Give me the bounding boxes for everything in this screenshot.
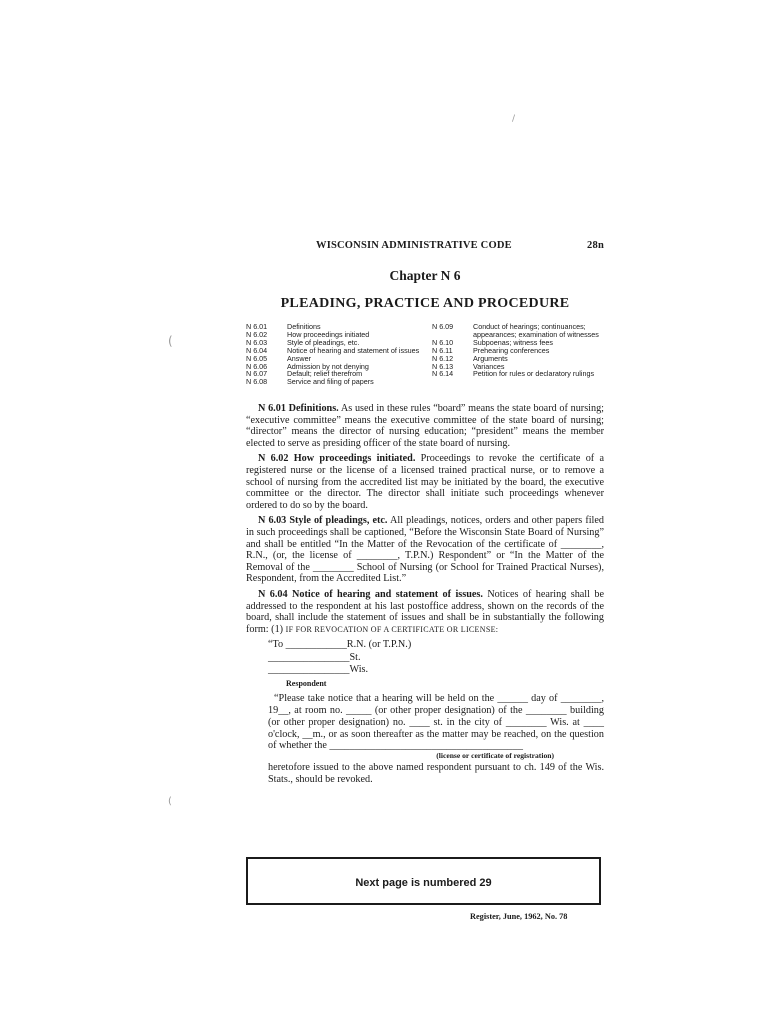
index-entry <box>432 347 604 355</box>
section-index <box>246 323 604 395</box>
section-text: As used in these rules “board” means the state board of nursing; “executive committee” means the executive committee of the state board of nursing; “director” means the director of nursing education; “president” means the member elected to serve as presiding officer of the state board of nursing. <box>246 403 605 449</box>
form-respondent-label: Respondent <box>286 678 327 688</box>
form-closing-paragraph: heretofore issued to the above named respondent pursuant to ch. 149 of the Wis. Stats., should be revoked. <box>268 762 604 786</box>
section-heading: N 6.03 Style of pleadings, etc. <box>258 515 388 527</box>
index-title: Admission by not denying <box>287 361 369 371</box>
next-page-notice <box>246 857 601 905</box>
chapter-title: PLEADING, PRACTICE AND PROCEDURE <box>280 296 570 311</box>
index-title: Arguments <box>473 353 508 363</box>
index-title: Style of pleadings, etc. <box>287 337 360 347</box>
section-text: Proceedings to revoke the certificate of a registered nurse or the license of a licensed trained practical nurse, or to remove a school of nursing from the accredited list may be initiated by the board, the executive committee or the director. The director shall initiate such proceedings whenever ordered to do so by the board. <box>246 453 605 511</box>
index-number: N 6.10 <box>432 337 454 347</box>
document-page <box>246 238 604 786</box>
index-title: Notice of hearing and statement of issues <box>287 345 420 355</box>
index-entry <box>432 323 604 339</box>
page-header <box>246 238 604 254</box>
smallcaps-heading: IF FOR REVOCATION OF A CERTIFICATE OR LICENSE: <box>285 624 499 634</box>
index-number: N 6.03 <box>246 337 268 347</box>
index-title: Subpoenas; witness fees <box>473 337 553 347</box>
index-number: N 6.13 <box>432 361 454 371</box>
index-title: Variances <box>473 361 505 371</box>
index-title: Prehearing conferences <box>473 345 550 355</box>
section-heading: N 6.01 Definitions. <box>258 403 339 414</box>
index-number: N 6.09 <box>432 322 454 331</box>
index-title: Petition for rules or declaratory rulings <box>473 369 595 379</box>
section-text: All pleadings, notices, orders and other papers filed in such proceedings shall be captioned, “Before the Wisconsin State Board of Nursing” and shall be entitled “In the Matter of the Revocation of the certificate of ________, R.N., (or, the license of ________, T.P.N.) Respondent” or “In the Matter of the Removal of the ________ School of Nursing (or School for Trained Practical Nurses), Respondent, from the Accredited List.” <box>246 515 604 585</box>
form-city-line: ________________Wis. <box>268 664 369 676</box>
index-title: Conduct of hearings; continuances; appearances; examination of witnesses <box>473 322 599 339</box>
section-index-right <box>432 323 604 378</box>
index-entry <box>432 355 604 363</box>
section-text: Notices of hearing shall be addressed to the respondent at his last postoffice address, shown on the records of the board, shall include the statement of issues and shall be in substantially the following form: (1) <box>246 588 604 635</box>
section-heading: N 6.02 How proceedings initiated. <box>258 453 416 465</box>
scan-mark-top: / <box>512 114 516 124</box>
index-number: N 6.08 <box>246 377 268 387</box>
section-n6-04 <box>246 589 604 635</box>
section-n6-02 <box>246 453 604 511</box>
index-number: N 6.07 <box>246 369 268 379</box>
index-number: N 6.04 <box>246 345 268 355</box>
next-page-notice-text: Next page is numbered 29 <box>355 877 492 889</box>
form-blank-note: (license or certificate of registration) <box>436 751 554 761</box>
rule-text <box>246 403 604 635</box>
index-title: Definitions <box>287 322 321 331</box>
register-footer: Register, June, 1962, No. 78 <box>470 912 568 921</box>
page-number: 28n <box>587 240 604 251</box>
index-number: N 6.05 <box>246 353 268 363</box>
index-entry <box>246 347 426 355</box>
section-n6-01 <box>246 403 604 449</box>
index-title: Service and filing of papers <box>287 377 374 387</box>
index-entry <box>432 370 604 378</box>
section-heading: N 6.04 Notice of hearing and statement of issues. <box>258 588 483 600</box>
section-index-left <box>246 323 426 386</box>
index-number: N 6.06 <box>246 361 268 371</box>
form-notice-paragraph: “Please take notice that a hearing will be held on the ______ day of ________, 19__, at room no. _____ (or other proper designation) of the ________ building (or other proper designation) no. ____ st. in the city of ________ Wis. at ____ o'clock, __m., or as soon thereafter as the matter may be reached, on the question of whether the ______________________________________ <box>268 693 604 752</box>
section-n6-03 <box>246 515 604 585</box>
index-entry <box>246 378 426 386</box>
notice-form <box>268 639 604 690</box>
index-number: N 6.14 <box>432 369 454 379</box>
index-number: N 6.12 <box>432 353 454 363</box>
form-street-line: ________________St. <box>268 651 361 663</box>
index-title: Answer <box>287 353 311 363</box>
index-number: N 6.11 <box>432 345 453 355</box>
index-number: N 6.02 <box>246 329 268 339</box>
scan-mark-left: ( <box>168 334 173 348</box>
index-title: How proceedings initiated <box>287 329 370 339</box>
code-title: WISCONSIN ADMINISTRATIVE CODE <box>316 240 512 251</box>
form-addressee-line: “To ____________R.N. (or T.P.N.) <box>268 639 412 651</box>
index-number: N 6.01 <box>246 322 268 331</box>
index-title: Default; relief therefrom <box>287 369 363 379</box>
chapter-heading: Chapter N 6 <box>389 268 461 283</box>
scan-mark-left-lower: ( <box>168 796 172 807</box>
